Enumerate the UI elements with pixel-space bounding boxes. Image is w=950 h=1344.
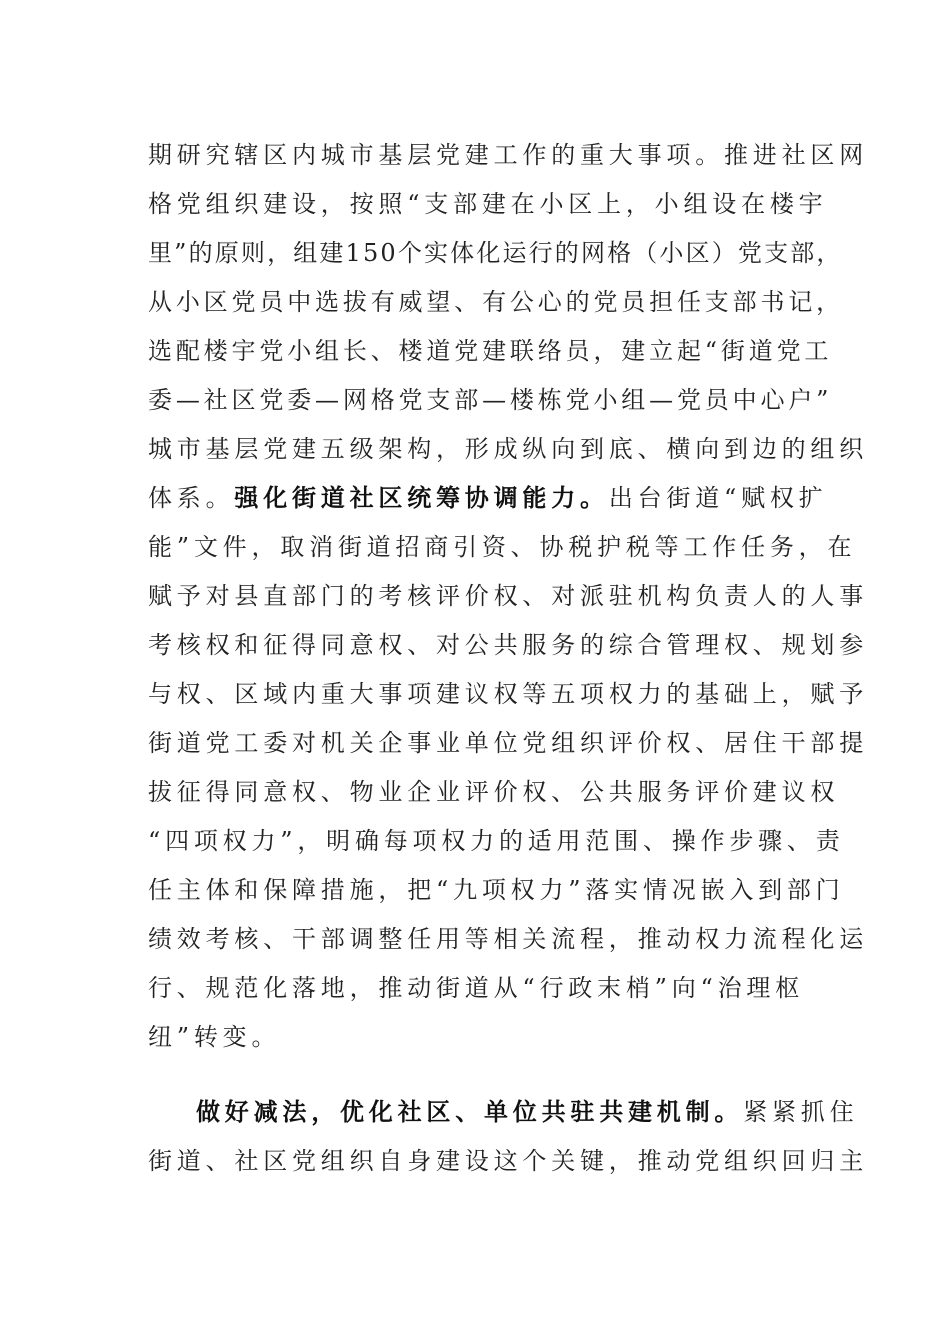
text-line: 里”的原则，组建150个实体化运行的网格（小区）党支部， — [148, 239, 843, 267]
text-line: 城市基层党建五级架构，形成纵向到底、横向到边的组织 — [148, 435, 868, 463]
text-line: 绩效考核、干部调整任用等相关流程，推动权力流程化运 — [148, 925, 868, 953]
text-line: 从小区党员中选拔有威望、有公心的党员担任支部书记， — [148, 288, 844, 316]
text-line: 期研究辖区内城市基层党建工作的重大事项。推进社区网 — [148, 141, 868, 169]
text-line: 委—社区党委—网格党支部—楼栋党小组—党员中心户” — [148, 386, 833, 414]
inline-bold-heading: 强化街道社区统筹协调能力。 — [234, 483, 609, 512]
text-line: 考核权和征得同意权、对公共服务的综合管理权、规划参 — [148, 631, 868, 659]
paragraph-heading: 做好减法，优化社区、单位共驻共建机制。 — [196, 1097, 744, 1126]
text-line: 与权、区域内重大事项建议权等五项权力的基础上，赋予 — [148, 680, 868, 708]
text-line: 街道、社区党组织自身建设这个关键，推动党组织回归主 — [148, 1147, 868, 1175]
text-line-with-heading — [148, 473, 827, 523]
text-line-with-heading — [196, 1087, 858, 1137]
text-line: 街道党工委对机关企事业单位党组织评价权、居住干部提 — [148, 729, 868, 757]
text-line: “四项权力”，明确每项权力的适用范围、操作步骤、责 — [148, 827, 845, 855]
text-line: 任主体和保障措施，把“九项权力”落实情况嵌入到部门 — [148, 876, 845, 904]
text-line: 格党组织建设，按照“支部建在小区上，小组设在楼宇 — [148, 190, 828, 218]
text-line: 拔征得同意权、物业企业评价权、公共服务评价建议权 — [148, 778, 840, 806]
text-line: 纽”转变。 — [148, 1023, 281, 1051]
text-fragment: 出台街道“赋权扩 — [608, 484, 828, 512]
text-fragment: 体系。 — [148, 484, 235, 512]
text-line: 赋予对县直部门的考核评价权、对派驻机构负责人的人事 — [148, 582, 868, 610]
text-line: 行、规范化落地，推动街道从“行政末梢”向“治理枢 — [148, 974, 805, 1002]
text-line: 选配楼宇党小组长、楼道党建联络员，建立起“街道党工 — [148, 337, 833, 365]
text-line: 能”文件，取消街道招商引资、协税护税等工作任务，在 — [148, 533, 857, 561]
text-fragment: 紧紧抓住 — [743, 1098, 859, 1126]
